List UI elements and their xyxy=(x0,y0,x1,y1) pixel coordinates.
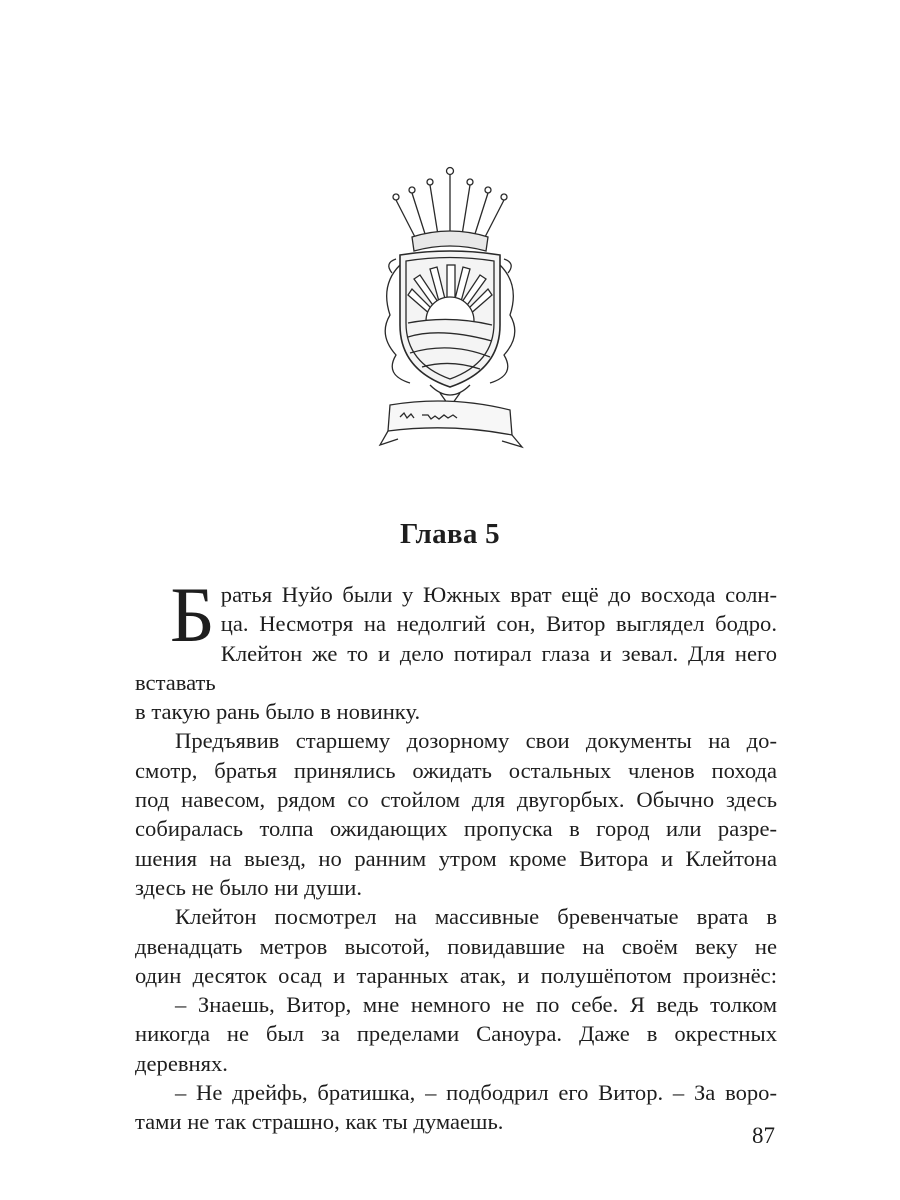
text-line: в такую рань было в новинку. xyxy=(135,699,421,725)
text-line: смотр, братья принялись ожидать остальных членов похода xyxy=(135,757,777,783)
text-line: тами не так страшно, как ты думаешь. xyxy=(135,1109,504,1135)
text-line: – Не дрейфь, братишка, – подбодрил его Витор. – За воро- xyxy=(175,1080,777,1106)
text-line: Предъявив старшему дозорному свои документы на до- xyxy=(175,728,777,754)
page-number: 87 xyxy=(752,1123,775,1148)
text-line: ца. Несмотря на недолгий сон, Витор выглядел бодро. xyxy=(220,611,777,637)
chapter-title: Глава 5 xyxy=(400,518,500,550)
crest-emblem-icon xyxy=(370,155,530,455)
text-line: двенадцать метров высотой, повидавшие на своём веку не xyxy=(135,933,777,959)
chapter-body xyxy=(135,571,777,1137)
text-line: – Знаешь, Витор, мне немного не по себе. Я ведь толком xyxy=(175,992,777,1018)
text-line: собиралась толпа ожидающих пропуска в город или разре- xyxy=(135,816,777,842)
drop-cap: Б xyxy=(170,571,215,658)
text-line: Клейтон же то и дело потирал глаза и зевал. Для него вставать xyxy=(135,640,777,695)
paragraph-5 xyxy=(135,1078,777,1137)
text-line: ратья Нуйо были у Южных врат ещё до восхода солн- xyxy=(220,582,777,607)
text-line: Клейтон посмотрел на массивные бревенчатые врата в xyxy=(175,904,777,930)
text-line: здесь не было ни души. xyxy=(135,874,363,900)
text-line: деревнях. xyxy=(135,1050,228,1076)
text-line: шения на выезд, но ранним утром кроме Витора и Клейтона xyxy=(135,845,777,871)
text-line: никогда не был за пределами Саноура. Даже в окрестных xyxy=(135,1021,777,1047)
paragraph-4 xyxy=(135,990,777,1078)
paragraph-2 xyxy=(135,726,777,902)
text-line: один десяток осад и таранных атак, и полушёпотом произнёс: xyxy=(135,962,777,988)
paragraph-3 xyxy=(135,902,777,990)
paragraph-1 xyxy=(135,571,777,726)
text-line: под навесом, рядом со стойлом для двугорбых. Обычно здесь xyxy=(135,787,777,813)
